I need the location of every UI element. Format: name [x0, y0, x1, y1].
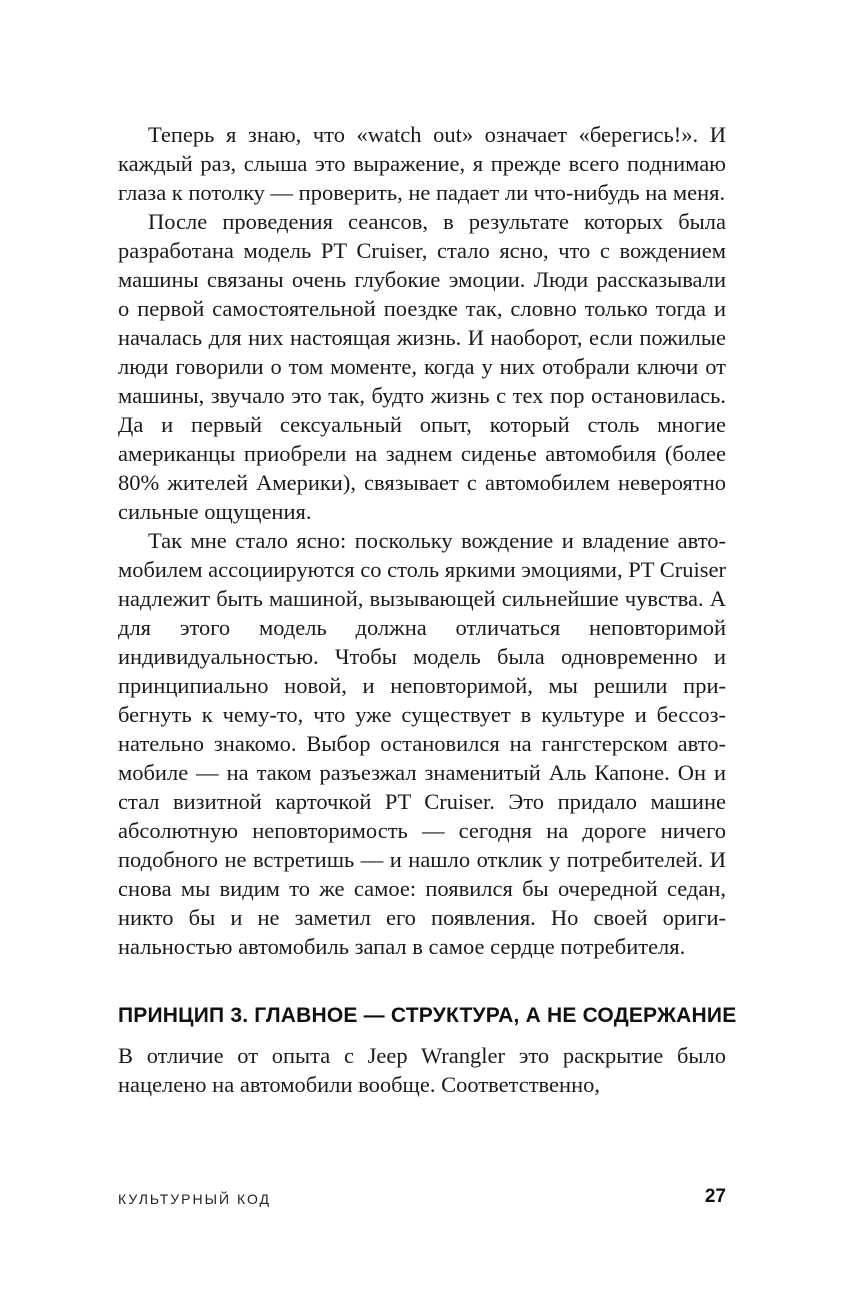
running-title: КУЛЬТУРНЫЙ КОД	[118, 1191, 272, 1207]
section-heading: ПРИНЦИП 3. ГЛАВНОЕ — СТРУКТУРА, А НЕ СОДЕРЖАНИЕ	[118, 1004, 737, 1027]
paragraph-2: После проведения сеансов, в результате которых была разработана модель PT Cruiser, стало ясно, что с вождением машины связаны очень глубокие эмоции. Люди рассказывали о первой самостоятельной поездке так, словно только тогда и началась для них настоящая жизнь. И наоборот, если пожилые люди говорили о том моменте, когда у них отобрали ключи от машины, звучало это так, будто жизнь с тех пор остановилась. Да и первый сексуальный опыт, который столь многие американцы приобрели на заднем сиденье автомобиля (более 80% жителей Америки), связывает с автомобилем невероятно сильные ощущения.	[118, 209, 726, 524]
paragraph-1: Теперь я знаю, что «watch out» означает «берегись!». И каждый раз, слыша это выражение, я прежде всего поднимаю глаза к потолку — проверить, не падает ли что-нибудь на меня.	[118, 122, 726, 205]
page-number: 27	[704, 1186, 726, 1207]
paragraph-3: Так мне стало ясно: поскольку вождение и владение автомобилем ассоциируются со столь яркими эмоциями, PT Cruiser надлежит быть машиной, вызывающей сильнейшие чувства. А для этого модель должна отличаться неповторимой индивидуальностью. Чтобы модель была одновременно и принципиально новой, и неповторимой, мы решили прибегнуть к чему-то, что уже существует в культуре и бессознательно знакомо. Выбор остановился на гангстерском автомобиле — на таком разъезжал знаменитый Аль Капоне. Он и стал визитной карточкой PT Cruiser. Это придало машине абсолютную неповторимость — сегодня на дороге ничего подобного не встретишь — и нашло отклик у потребителей. И снова мы видим то же самое: появился бы очередной седан, никто бы и не заметил его появления. Но своей оригинальностью автомобиль запал в самое сердце потребителя.	[118, 528, 726, 959]
paragraph-4: В отличие от опыта с Jeep Wrangler это раскрытие было нацелено на автомобили вообще. Соответственно,	[118, 1043, 726, 1097]
page-body	[118, 120, 737, 1099]
